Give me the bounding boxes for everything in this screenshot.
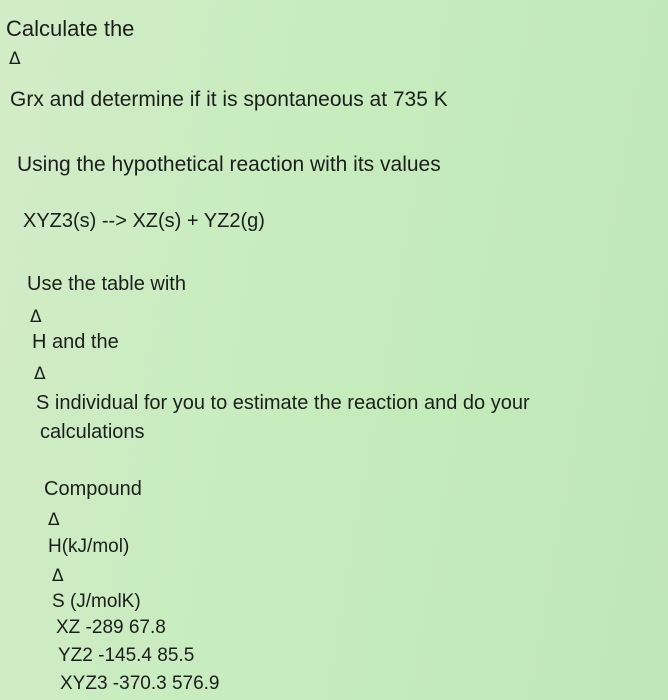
delta-icon: Δ [52,566,64,586]
calculations-text: calculations [40,421,145,443]
table-row: YZ2 -145.4 85.5 [58,645,195,666]
use-table-text: Use the table with [27,273,186,295]
delta-icon: Δ [34,364,46,384]
hypothetical-text: Using the hypothetical reaction with its values [17,153,441,176]
table-header-s: S (J/molK) [52,591,141,612]
table-row: XZ -289 67.8 [56,617,166,638]
delta-icon: Δ [9,49,21,69]
reaction-equation: XYZ3(s) --> XZ(s) + YZ2(g) [23,210,265,232]
intro-text: Calculate the [6,16,135,41]
delta-icon: Δ [30,307,42,327]
table-row: XYZ3 -370.3 576.9 [60,673,220,694]
table-header-h: H(kJ/mol) [48,536,130,557]
table-header-compound: Compound [44,478,142,500]
s-individual-text: S individual for you to estimate the reaction and do your [36,392,530,414]
h-and-the-text: H and the [32,331,119,353]
task-text: Grx and determine if it is spontaneous at 735 K [10,88,448,111]
delta-icon: Δ [48,510,60,530]
